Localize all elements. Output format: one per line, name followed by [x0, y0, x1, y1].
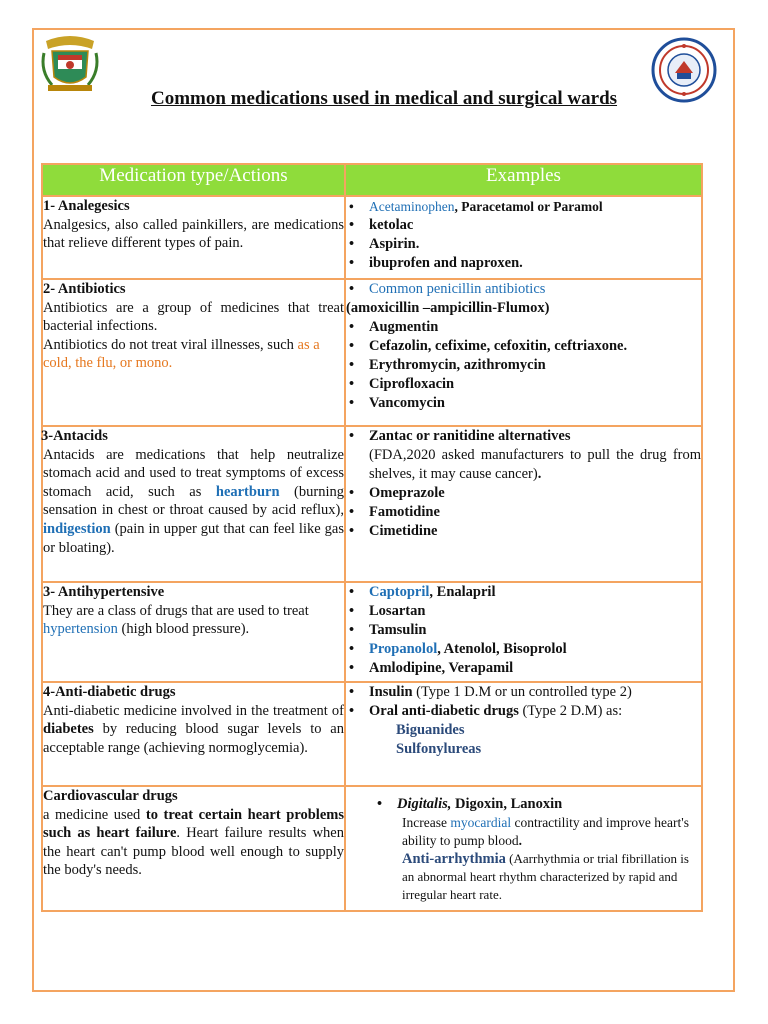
antidiabetic-description-cell	[42, 682, 345, 786]
header-medication-type: Medication type/Actions	[42, 164, 345, 196]
list-item: • Augmentin	[346, 318, 701, 337]
row-heading: 4-Anti-diabetic drugs	[43, 684, 176, 700]
row-description: Antibiotics are a group of medicines that treat bacterial infections.	[43, 299, 344, 335]
page-title: Common medications used in medical and surgical wards	[150, 88, 618, 109]
antihypertensive-examples-cell	[345, 582, 702, 682]
list-item: • Common penicillin antibiotics	[346, 280, 701, 299]
list-item: • Captopril, Enalapril	[346, 583, 701, 602]
list-subtext: Increase myocardial contractility and improve heart's ability to pump blood.	[402, 815, 689, 848]
faculty-crest-logo	[38, 33, 102, 95]
antibiotics-description-cell	[42, 279, 345, 426]
list-item: • Acetaminophen, Paracetamol or Paramol	[346, 197, 701, 216]
list-subtext: Anti-arrhythmia (Aarrhythmia or trial fibrillation is an abnormal heart rhythm characterized by rapid and irregular heart rate.	[402, 851, 689, 902]
list-item: • ketolac	[346, 216, 701, 235]
medications-table	[41, 163, 703, 912]
list-item: • Famotidine	[346, 503, 701, 522]
antihypertensive-description-cell	[42, 582, 345, 682]
table-row	[42, 786, 702, 911]
list-subtext: (amoxicillin –ampicillin-Flumox)	[346, 300, 550, 316]
antidiabetic-examples-cell	[345, 682, 702, 786]
list-item: • Cimetidine	[346, 522, 701, 541]
list-item: • Insulin (Type 1 D.M or un controlled type 2)	[346, 683, 701, 702]
list-subitem: Biguanides	[396, 722, 465, 738]
list-item: • Aspirin.	[346, 235, 701, 254]
list-item: • Omeprazole	[346, 484, 701, 503]
row-heading: 3- Antihypertensive	[43, 584, 165, 600]
list-item: • Ciprofloxacin	[346, 375, 701, 394]
analgesics-examples-cell	[345, 196, 702, 279]
list-item: • ibuprofen and naproxen.	[346, 254, 701, 273]
list-item: • Zantac or ranitidine alternatives	[346, 427, 701, 446]
antacids-description-cell	[42, 426, 345, 582]
row-description: They are a class of drugs that are used to treat hypertension (high blood pressure).	[43, 602, 309, 638]
list-item: • Cefazolin, cefixime, cefoxitin, ceftriaxone.	[346, 337, 701, 356]
cardio-description-cell	[42, 786, 345, 911]
antibiotics-examples-cell	[345, 279, 702, 426]
list-item: • Tamsulin	[346, 621, 701, 640]
list-item: • Vancomycin	[346, 394, 701, 413]
row-heading: 1- Analegesics	[43, 198, 130, 214]
row-heading: 2- Antibiotics	[43, 281, 126, 297]
list-item: • Digitalis, Digoxin, Lanoxin	[374, 795, 701, 814]
list-item: • Erythromycin, azithromycin	[346, 356, 701, 375]
table-row	[42, 196, 702, 279]
list-item: • Propanolol, Atenolol, Bisoprolol	[346, 640, 701, 659]
analgesics-description-cell	[42, 196, 345, 279]
list-subitem: Sulfonylureas	[396, 741, 482, 757]
list-item: • Amlodipine, Verapamil	[346, 659, 701, 678]
row-description: Analgesics, also called painkillers, are medications that relieve different types of pain.	[43, 216, 344, 252]
table-row	[42, 682, 702, 786]
header-examples: Examples	[345, 164, 702, 196]
row-description: a medicine used to treat certain heart problems such as heart failure. Heart failure results when the heart can't pump blood well enough to supply the body's needs.	[43, 806, 344, 879]
table-row	[42, 582, 702, 682]
list-subtext: (FDA,2020 asked manufacturers to pull the drug from shelves, it may cause cancer).	[369, 447, 701, 482]
table-row	[42, 426, 702, 582]
list-item: • Losartan	[346, 602, 701, 621]
antacids-examples-cell	[345, 426, 702, 582]
row-description: Anti-diabetic medicine involved in the treatment of diabetes by reducing blood sugar levels to an acceptable range (achieving normoglycemia).	[43, 702, 344, 756]
list-item: • Oral anti-diabetic drugs (Type 2 D.M) as:	[346, 702, 701, 721]
row-description: Antacids are medications that help neutralize stomach acid and used to treat symptoms of excess stomach acid, such as heartburn (burning sensation in chest or throat caused by acid reflux), indigestion (pain in upper gut that can feel like gas or bloating).	[43, 446, 344, 556]
row-description: Antibiotics do not treat viral illnesses, such as a cold, the flu, or mono.	[43, 336, 320, 372]
cardio-examples-cell	[345, 786, 702, 911]
table-row	[42, 279, 702, 426]
row-heading: Cardiovascular drugs	[43, 788, 178, 804]
row-heading: 3-Antacids	[41, 428, 108, 444]
table-header-row	[42, 164, 702, 196]
